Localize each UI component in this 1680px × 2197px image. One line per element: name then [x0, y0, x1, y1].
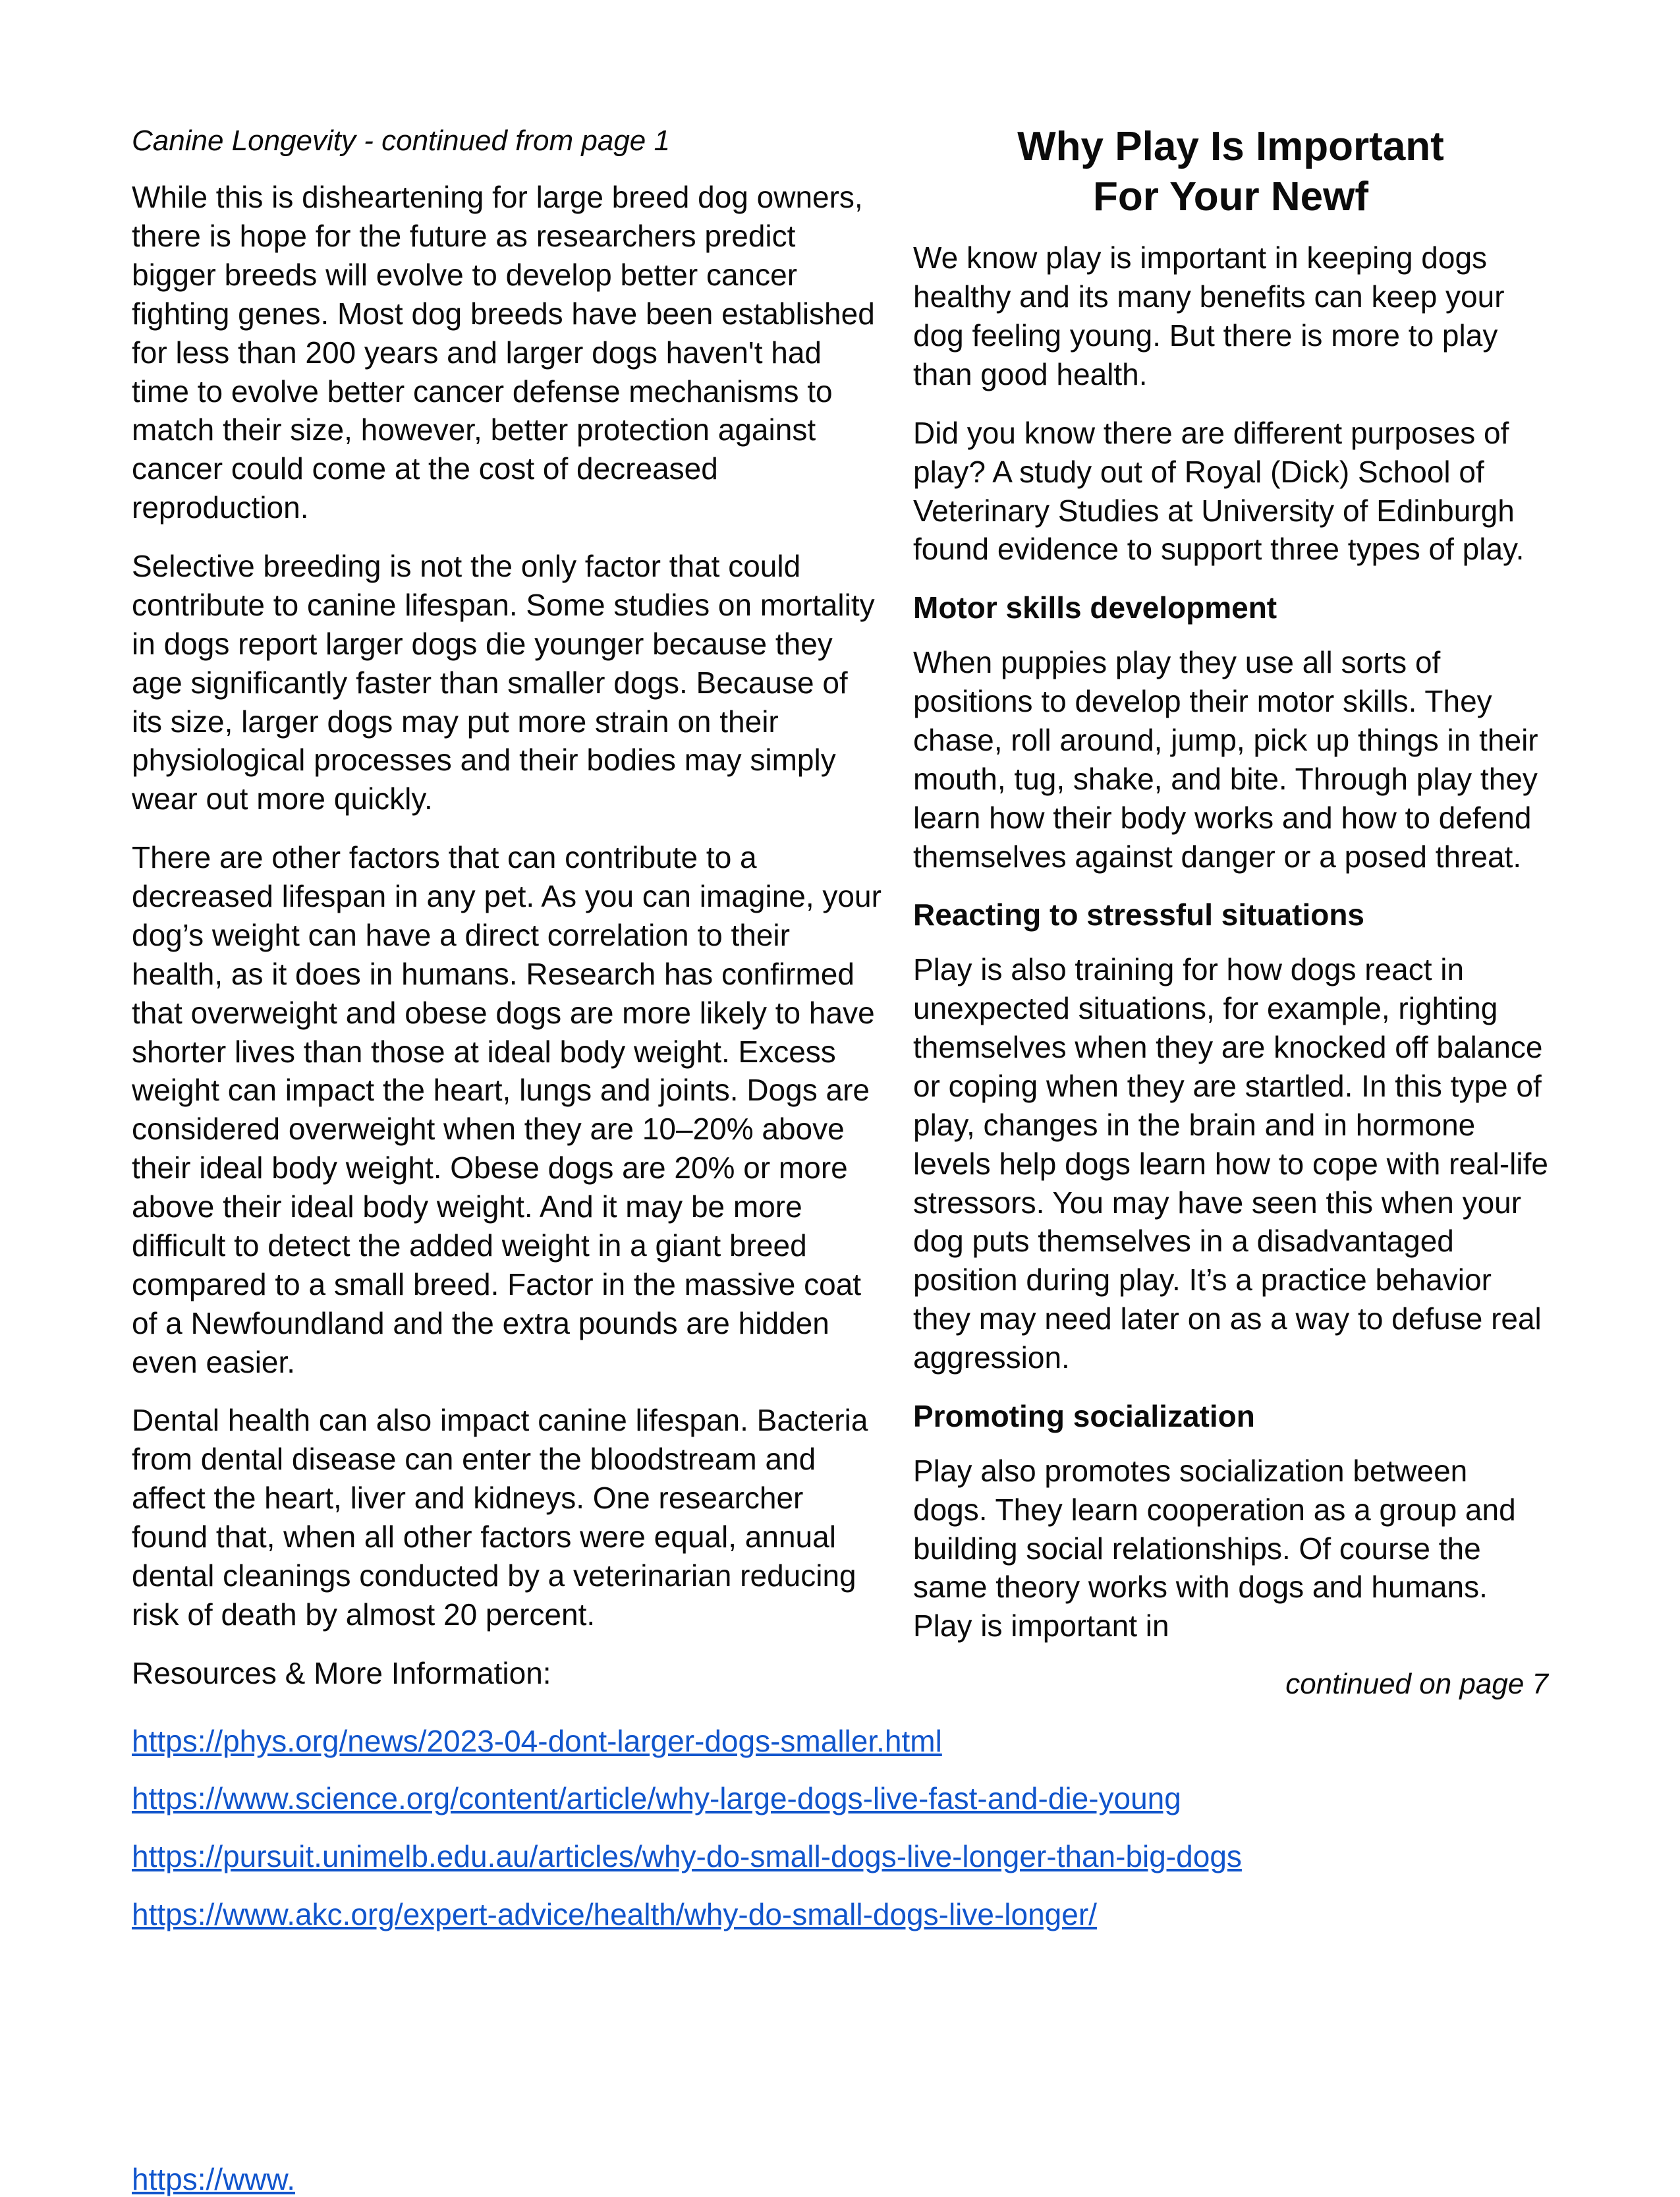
article-title-line1: Why Play Is Important — [1017, 124, 1444, 169]
resource-link[interactable]: https://pursuit.unimelb.edu.au/articles/why-do-small-dogs-live-longer-than-big-dogs — [132, 1839, 1242, 1874]
continued-from-header: Canine Longevity - continued from page 1 — [132, 125, 670, 157]
paragraph: Play also promotes socialization between dogs. They learn cooperation as a group and building social relationships. Of course the same theory works with dogs and humans. Play is important in — [913, 1453, 1516, 1643]
paragraph: Did you know there are different purposes of play? A study out of Royal (Dick) School of Veterinary Studies at University of Edinburgh found evidence to support three types of play. — [913, 415, 1525, 567]
right-column-why-play — [913, 122, 1548, 1703]
partial-resource-link-cut-off[interactable]: https://www. — [132, 2162, 295, 2196]
paragraph: There are other factors that can contribute to a decreased lifespan in any pet. As you can imagine, your dog’s weight can have a direct correlation to their health, as it does in humans. Research has confirmed that overweight and obese dogs are more likely to have shorter lives than those at ideal body weight. Excess weight can impact the heart, lungs and joints. Dogs are considered overweight when they are 10–20% above their ideal body weight. Obese dogs are 20% or more above their ideal body weight. And it may be more difficult to detect the added weight in a giant breed compared to a small breed. Factor in the massive coat of a Newfoundland and the extra pounds are hidden even easier. — [132, 840, 882, 1379]
resource-link[interactable]: https://phys.org/news/2023-04-dont-larger-dogs-smaller.html — [132, 1723, 942, 1758]
paragraph: Dental health can also impact canine lifespan. Bacteria from dental disease can enter the bloodstream and affect the heart, liver and kidneys. One researcher found that, when all other factors were equal, annual dental cleanings conducted by a veterinarian reducing risk of death by almost 20 percent. — [132, 1403, 868, 1632]
article-title — [913, 122, 1548, 221]
resource-link[interactable]: https://www.akc.org/expert-advice/health/why-do-small-dogs-live-longer/ — [132, 1897, 1097, 1932]
section-heading-socialization: Promoting socialization — [913, 1398, 1255, 1433]
paragraph: Selective breeding is not the only factor that could contribute to canine lifespan. Some studies on mortality in dogs report larger dogs die younger because they age significantly faster than smaller dogs. Because of its size, larger dogs may put more strain on their physiological processes and their bodies may simply wear out more quickly. — [132, 549, 875, 816]
resources-label: Resources & More Information: — [132, 1655, 551, 1690]
paragraph: While this is disheartening for large breed dog owners, there is hope for the future as researchers predict bigger breeds will evolve to develop better cancer fighting genes. Most dog breeds have been established for less than 200 years and larger dogs haven't had time to evolve better cancer defense mechanisms to match their size, however, better protection against cancer could come at the cost of decreased reproduction. — [132, 180, 875, 525]
paragraph: Play is also training for how dogs react in unexpected situations, for example, righting themselves when they are knocked off balance or coping when they are startled. In this type of play, changes in the brain and in hormone levels help dogs learn how to cope with real-life stressors. You may have seen this when your dog puts themselves in a disadvantaged position during play. It’s a practice behavior they may need later on as a way to defuse real aggression. — [913, 952, 1548, 1375]
continued-on-page-footer: continued on page 7 — [1285, 1668, 1548, 1701]
paragraph: When puppies play they use all sorts of positions to develop their motor skills. They chase, roll around, jump, pick up things in their mouth, tug, shake, and bite. Through play they learn how their body works and how to defend themselves against danger or a posed threat. — [913, 645, 1538, 874]
paragraph: We know play is important in keeping dogs healthy and its many benefits can keep your dog feeling young. But there is more to play than good health. — [913, 241, 1505, 391]
left-column-canine-longevity — [132, 122, 883, 1713]
two-column-layout — [132, 122, 1548, 1713]
resource-links-list — [132, 1722, 1548, 1954]
section-heading-stressful-situations: Reacting to stressful situations — [913, 898, 1365, 932]
section-heading-motor-skills: Motor skills development — [913, 590, 1277, 625]
resource-link[interactable]: https://www.science.org/content/article/why-large-dogs-live-fast-and-die-young — [132, 1781, 1181, 1816]
article-title-line2: For Your Newf — [1093, 173, 1368, 219]
